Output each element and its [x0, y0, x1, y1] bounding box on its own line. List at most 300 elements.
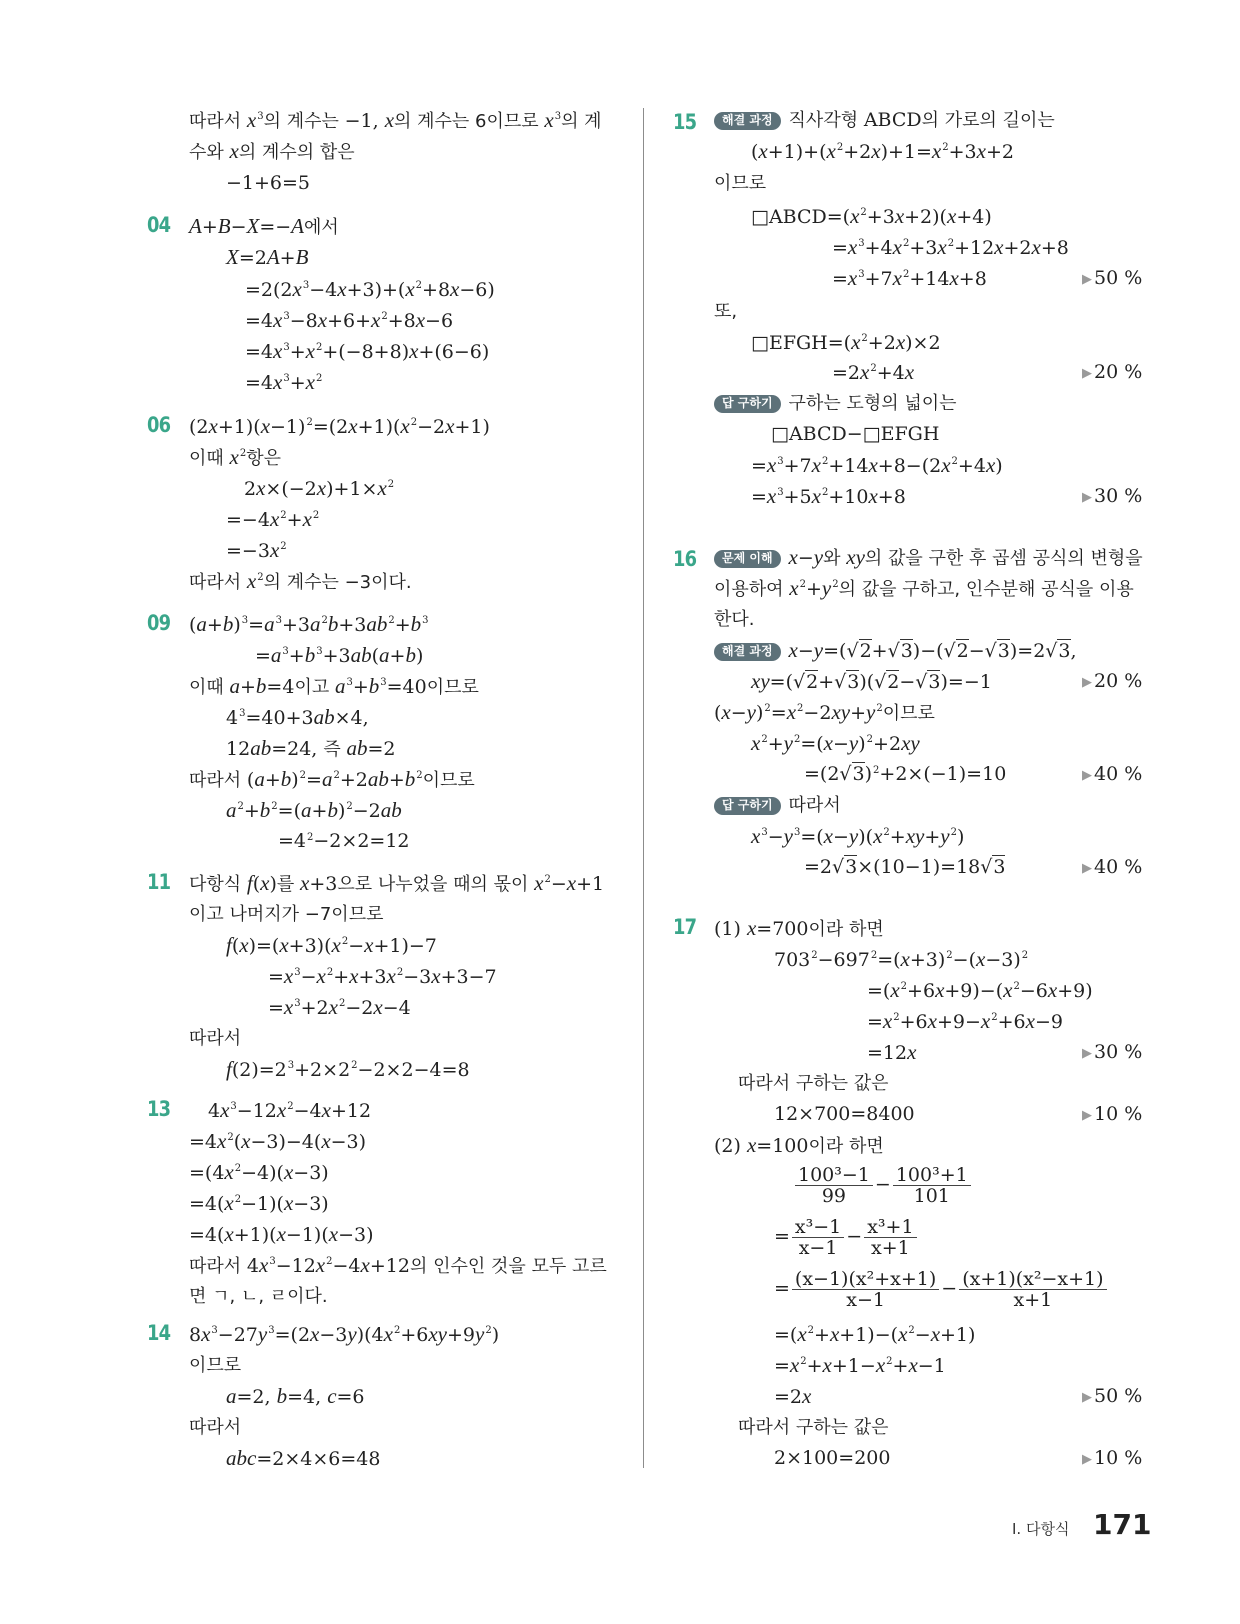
- math-text: =(: [877, 949, 901, 971]
- math-text: +12: [330, 1100, 372, 1122]
- exponent: 3: [858, 238, 865, 249]
- solution-line: [774, 947, 1028, 972]
- math-variable: b: [404, 767, 416, 791]
- math-text: −: [730, 702, 747, 724]
- math-variable: x: [1047, 978, 1058, 1002]
- solution-line: [751, 204, 992, 229]
- math-variable: b: [304, 643, 316, 667]
- math-variable: x: [847, 266, 858, 290]
- math-text: )=(: [248, 935, 280, 957]
- math-variable: x: [766, 453, 777, 477]
- solution-line: [189, 445, 281, 471]
- exponent: 2: [1013, 981, 1020, 992]
- math-text: −9: [1034, 1011, 1063, 1033]
- exponent: 2: [306, 417, 313, 428]
- exponent: 2: [234, 1163, 242, 1174]
- math-text: =−4: [226, 509, 270, 531]
- math-variable: x: [371, 308, 381, 332]
- math-text: +√: [871, 640, 900, 662]
- solution-line: [867, 978, 1093, 1003]
- math-variable: x: [229, 139, 239, 163]
- math-variable: x: [976, 947, 986, 971]
- exponent: 2: [315, 342, 323, 353]
- math-variable: x: [305, 370, 315, 394]
- korean-text: 의 값을 구한 후 곱셈 공식의 변형을: [864, 548, 1143, 569]
- korean-text: 이라 하면: [808, 1136, 884, 1157]
- math-text: (: [233, 1131, 242, 1153]
- math-text: 12: [226, 738, 251, 760]
- math-text: =: [751, 455, 767, 477]
- math-variable: x: [941, 453, 951, 477]
- korean-text: 즉: [323, 739, 347, 760]
- math-text: −: [874, 1173, 891, 1196]
- exponent: 2: [797, 703, 804, 714]
- korean-text: 또,: [714, 301, 738, 322]
- math-text: =: [255, 645, 271, 667]
- solution-line: [774, 1322, 975, 1347]
- solution-line: [189, 767, 475, 793]
- math-text: −2×2=12: [313, 830, 410, 852]
- korean-text: 수와: [189, 142, 230, 163]
- math-variable: x: [256, 476, 266, 500]
- triangle-right-icon: ▶: [1082, 1452, 1092, 1467]
- exponent: 3: [380, 677, 387, 688]
- exponent: 2: [388, 615, 395, 626]
- math-variable: x: [337, 277, 347, 301]
- math-variable: y: [940, 824, 950, 848]
- score-marker: [1082, 762, 1142, 788]
- math-text: +4: [957, 455, 986, 477]
- math-text: ×(10−1)=18√: [857, 856, 993, 878]
- solution-line: [714, 1133, 884, 1159]
- radicand: 2: [859, 640, 872, 662]
- math-variable: x: [826, 139, 836, 163]
- math-variable: x: [283, 964, 294, 988]
- math-text: +8: [877, 486, 906, 508]
- korean-text: 한다.: [714, 609, 755, 630]
- math-variable: xy: [905, 824, 925, 848]
- math-variable: x: [400, 414, 410, 438]
- exponent: 3: [283, 311, 290, 322]
- math-variable: x: [892, 235, 902, 259]
- math-text: +1: [576, 873, 605, 895]
- korean-text: 따라서: [788, 795, 841, 816]
- math-text: −: [914, 1324, 931, 1346]
- math-text: (: [371, 645, 380, 667]
- math-text: )=−1: [940, 671, 992, 693]
- math-text: =(: [800, 826, 824, 848]
- solution-line: [774, 1353, 946, 1378]
- exponent: 3: [239, 708, 246, 719]
- math-variable: x: [450, 277, 460, 301]
- math-text: =4: [245, 372, 274, 394]
- math-variable: x: [229, 445, 239, 469]
- math-variable: a: [264, 612, 275, 636]
- solution-line: [832, 266, 987, 291]
- score-marker: [1082, 669, 1142, 695]
- numerator: x³−1: [792, 1217, 844, 1238]
- math-text: )(4: [356, 1324, 384, 1346]
- math-text: (: [231, 935, 240, 957]
- exponent: 2: [832, 579, 839, 590]
- exponent: 2: [860, 207, 867, 218]
- math-text: +√: [818, 671, 847, 693]
- math-variable: x: [927, 1009, 937, 1033]
- math-variable: x: [908, 1353, 918, 1377]
- math-text: +: [388, 769, 405, 791]
- korean-text: 다항식: [189, 874, 247, 895]
- math-text: −1): [270, 416, 306, 438]
- exponent: 2: [234, 1194, 242, 1205]
- exponent: 2: [799, 579, 806, 590]
- math-text: −: [833, 733, 849, 755]
- exponent: 2: [793, 734, 801, 745]
- solution-line: [268, 964, 497, 989]
- math-text: +3: [866, 206, 895, 228]
- math-text: +9): [1057, 980, 1093, 1002]
- exponent: 2: [307, 832, 314, 843]
- math-variable: x: [328, 995, 338, 1019]
- exponent: 2: [902, 269, 910, 280]
- solution-line: [832, 235, 1069, 260]
- math-text: −: [767, 826, 784, 848]
- exponent: 3: [287, 1060, 295, 1071]
- math-text: =−: [259, 216, 292, 238]
- solution-line: [226, 538, 287, 563]
- score-percent: 30 %: [1094, 1041, 1143, 1063]
- math-variable: x: [208, 414, 218, 438]
- step-badge: 문제 이해: [714, 550, 781, 568]
- math-text: □ABCD=(: [751, 206, 851, 228]
- exponent: 3: [316, 646, 323, 657]
- solution-line: [714, 171, 766, 196]
- math-text: +1−: [831, 1355, 876, 1377]
- math-text: +1): [940, 1324, 976, 1346]
- math-variable: x: [851, 330, 861, 354]
- math-text: −3: [403, 966, 432, 988]
- math-text: +2: [867, 332, 896, 354]
- math-text: )+1=: [880, 141, 932, 163]
- math-text: +(−8+8): [322, 341, 410, 363]
- question-number: 17: [673, 915, 697, 939]
- solution-line: [867, 1009, 1063, 1034]
- math-text: +3)(: [288, 935, 332, 957]
- math-variable: x: [383, 1322, 393, 1346]
- math-variable: x: [822, 1353, 832, 1377]
- exponent: 2: [396, 967, 404, 978]
- math-text: +8: [1040, 237, 1069, 259]
- math-variable: x: [985, 453, 996, 477]
- korean-text: 이므로: [882, 703, 935, 724]
- math-text: =: [751, 486, 767, 508]
- korean-text: 이고: [294, 677, 335, 698]
- math-text: =(√: [769, 671, 806, 693]
- math-variable: x: [310, 1322, 320, 1346]
- math-variable: y: [813, 638, 824, 662]
- math-text: +4: [864, 237, 893, 259]
- math-text: =2: [774, 1386, 803, 1408]
- score-marker: [1082, 1102, 1142, 1128]
- korean-text: 따라서 구하는 값은: [738, 1417, 889, 1438]
- math-variable: x: [276, 1098, 287, 1122]
- solution-line: [774, 1217, 919, 1258]
- math-text: =(: [800, 733, 824, 755]
- math-variable: A: [189, 214, 202, 238]
- solution-line: [189, 108, 602, 134]
- exponent: 3: [275, 615, 282, 626]
- math-variable: x: [868, 453, 878, 477]
- radicand: 2: [887, 671, 900, 693]
- solution-line: [245, 370, 322, 395]
- math-variable: b: [327, 798, 338, 822]
- math-text: )=2√: [1009, 640, 1058, 662]
- numerator: x³+1: [864, 1217, 916, 1238]
- korean-text: 따라서 구하는 값은: [738, 1073, 889, 1094]
- math-variable: x: [300, 871, 310, 895]
- math-variable: x: [405, 277, 415, 301]
- math-variable: x: [224, 1160, 234, 1184]
- math-text: +3: [281, 614, 310, 636]
- math-variable: x: [302, 507, 312, 531]
- korean-text: 의 계: [561, 111, 602, 132]
- exponent: 2: [415, 280, 423, 291]
- math-text: =2: [832, 362, 861, 384]
- math-variable: x: [273, 308, 283, 332]
- math-text: =2: [238, 247, 267, 269]
- korean-text: 면 ㄱ, ㄴ, ㄹ이다.: [189, 1286, 328, 1307]
- math-variable: x: [976, 139, 986, 163]
- solution-line: [714, 638, 1077, 663]
- math-text: ): [233, 614, 241, 636]
- exponent: 2: [271, 801, 278, 812]
- math-variable: ab: [250, 736, 272, 760]
- exponent: 3: [777, 487, 784, 498]
- math-text: −4: [293, 1100, 322, 1122]
- math-variable: a: [196, 612, 207, 636]
- solution-line: [226, 736, 396, 762]
- solution-line: [226, 245, 308, 270]
- numerator: 100³−1: [795, 1165, 873, 1186]
- exponent: 2: [257, 572, 264, 583]
- math-variable: b: [327, 612, 339, 636]
- math-text: +: [352, 676, 369, 698]
- solution-line: [714, 700, 935, 726]
- korean-text: 의 값을 구하고, 인수분해 공식을 이용: [838, 579, 1134, 600]
- exponent: 3: [761, 827, 768, 838]
- math-text: +3): [909, 949, 946, 971]
- math-variable: x: [789, 576, 799, 600]
- denominator: 99: [821, 1185, 847, 1207]
- math-variable: a: [309, 612, 321, 636]
- math-variable: x: [907, 1040, 917, 1064]
- math-text: −1: [917, 1355, 946, 1377]
- question-number: 09: [147, 611, 171, 635]
- math-text: +: [806, 1355, 823, 1377]
- math-variable: A: [291, 214, 304, 238]
- solution-line: [189, 414, 490, 439]
- exponent: 2: [393, 1325, 401, 1336]
- exponent: 2: [883, 827, 890, 838]
- math-variable: x: [873, 824, 883, 848]
- math-variable: x: [946, 204, 957, 228]
- math-text: −: [797, 547, 814, 569]
- math-text: =: [248, 614, 265, 636]
- math-text: +9: [447, 1324, 476, 1346]
- math-text: +: [333, 966, 350, 988]
- math-variable: x: [273, 370, 283, 394]
- exponent: 2: [950, 827, 957, 838]
- math-text: ): [337, 800, 346, 822]
- math-text: ): [269, 873, 277, 895]
- math-variable: x: [315, 1253, 326, 1277]
- math-text: −6: [1019, 980, 1048, 1002]
- math-variable: x: [246, 108, 257, 132]
- score-marker: [1082, 1040, 1142, 1066]
- math-variable: x: [829, 1322, 840, 1346]
- math-variable: x: [321, 1098, 331, 1122]
- math-variable: x: [377, 476, 387, 500]
- math-text: +8: [422, 279, 451, 301]
- korean-text: 따라서: [189, 111, 247, 132]
- math-variable: x: [373, 995, 383, 1019]
- math-variable: f: [246, 871, 253, 895]
- korean-text: 이때: [189, 448, 230, 469]
- korean-text: 의 인수인 것을 모두 고르: [409, 1256, 607, 1277]
- math-text: −1)(: [285, 1224, 329, 1246]
- math-text: +8: [958, 268, 987, 290]
- exponent: 2: [227, 1132, 234, 1143]
- score-percent: 50 %: [1094, 267, 1143, 289]
- exponent: 2: [387, 479, 395, 490]
- math-text: +: [805, 578, 822, 600]
- math-variable: x: [850, 204, 860, 228]
- exponent: 2: [876, 703, 883, 714]
- math-text: −4: [332, 1255, 361, 1277]
- solution-line: [226, 171, 310, 195]
- exponent: 3: [283, 373, 290, 384]
- solution-line: [278, 829, 410, 853]
- math-text: −: [833, 826, 849, 848]
- math-text: +1)−(: [839, 1324, 899, 1346]
- solution-line: [804, 855, 1005, 879]
- fraction: [792, 1217, 844, 1258]
- math-text: −2: [345, 997, 374, 1019]
- solution-line: [774, 1446, 890, 1470]
- math-variable: b: [410, 612, 422, 636]
- math-text: −4: [382, 997, 411, 1019]
- math-variable: x: [788, 638, 798, 662]
- math-variable: a: [270, 643, 282, 667]
- math-variable: x: [871, 139, 881, 163]
- solution-line: [751, 139, 1014, 164]
- math-text: +2: [339, 769, 368, 791]
- solution-line: [189, 674, 479, 700]
- math-text: +: [206, 614, 223, 636]
- math-variable: abc: [226, 1446, 257, 1470]
- math-text: +9−: [936, 1011, 981, 1033]
- exponent: 2: [1021, 950, 1029, 961]
- solution-line: [189, 1322, 499, 1347]
- math-variable: x: [868, 484, 878, 508]
- math-text: −1+6=5: [226, 172, 311, 194]
- math-variable: x: [746, 916, 757, 940]
- math-variable: x: [802, 1384, 812, 1408]
- math-variable: x: [823, 731, 833, 755]
- numerator: 100³+1: [893, 1165, 971, 1186]
- math-text: +: [850, 702, 867, 724]
- math-text: =: [832, 268, 848, 290]
- exponent: 2: [807, 1325, 815, 1336]
- math-text: =: [832, 237, 848, 259]
- question-number: 15: [673, 110, 697, 134]
- math-text: =(2: [274, 1324, 311, 1346]
- solution-line: [189, 139, 355, 165]
- korean-text: 의 가로의 길이는: [921, 110, 1055, 131]
- math-variable: x: [544, 108, 554, 132]
- korean-text: 의 계수의 합은: [238, 142, 355, 163]
- solution-line: [226, 507, 319, 532]
- exponent: 2: [416, 770, 423, 781]
- math-text: +: [394, 614, 411, 636]
- math-variable: x: [994, 235, 1004, 259]
- solution-line: [189, 1353, 241, 1378]
- exponent: 2: [315, 373, 323, 384]
- math-text: +: [288, 645, 305, 667]
- math-variable: x: [894, 204, 905, 228]
- math-text: +2×(−1)=10: [879, 763, 1007, 785]
- page-number: 171: [1093, 1508, 1152, 1541]
- math-text: 2: [244, 478, 257, 500]
- exponent: 2: [836, 142, 844, 153]
- korean-text: 와: [823, 548, 847, 569]
- math-variable: b: [405, 643, 416, 667]
- math-variable: c: [327, 1384, 337, 1408]
- math-variable: x: [721, 700, 731, 724]
- korean-text: 이므로: [422, 770, 475, 791]
- math-text: −3): [985, 949, 1021, 971]
- math-text: +1)(: [357, 416, 401, 438]
- solution-line: [189, 1415, 241, 1440]
- math-variable: x: [348, 414, 358, 438]
- math-text: +1)(: [217, 416, 261, 438]
- math-text: =4: [189, 1131, 218, 1153]
- exponent: 2: [341, 936, 349, 947]
- math-text: =2,: [236, 1386, 277, 1408]
- solution-line: [226, 1384, 365, 1409]
- math-text: =: [770, 702, 787, 724]
- denominator: 101: [913, 1185, 950, 1207]
- math-variable: x: [980, 1009, 991, 1033]
- math-variable: x: [811, 453, 821, 477]
- math-text: =(√: [823, 640, 859, 662]
- korean-text: 이라 하면: [808, 919, 884, 940]
- math-variable: x: [201, 1322, 211, 1346]
- exponent: 2: [900, 981, 908, 992]
- math-variable: x: [930, 1322, 941, 1346]
- math-text: 703: [774, 949, 811, 971]
- math-text: −8: [289, 310, 318, 332]
- solution-line: [751, 484, 906, 509]
- math-variable: ab: [367, 767, 389, 791]
- korean-text: 의 계수는 6이므로: [394, 111, 545, 132]
- math-text: =(4: [189, 1162, 225, 1184]
- solution-line: [774, 1269, 1109, 1310]
- solution-line: [189, 1026, 241, 1051]
- step-badge: 해결 과정: [714, 112, 781, 130]
- math-text: (: [751, 141, 759, 163]
- math-text: ×4,: [334, 707, 369, 729]
- korean-text: 항은: [246, 448, 281, 469]
